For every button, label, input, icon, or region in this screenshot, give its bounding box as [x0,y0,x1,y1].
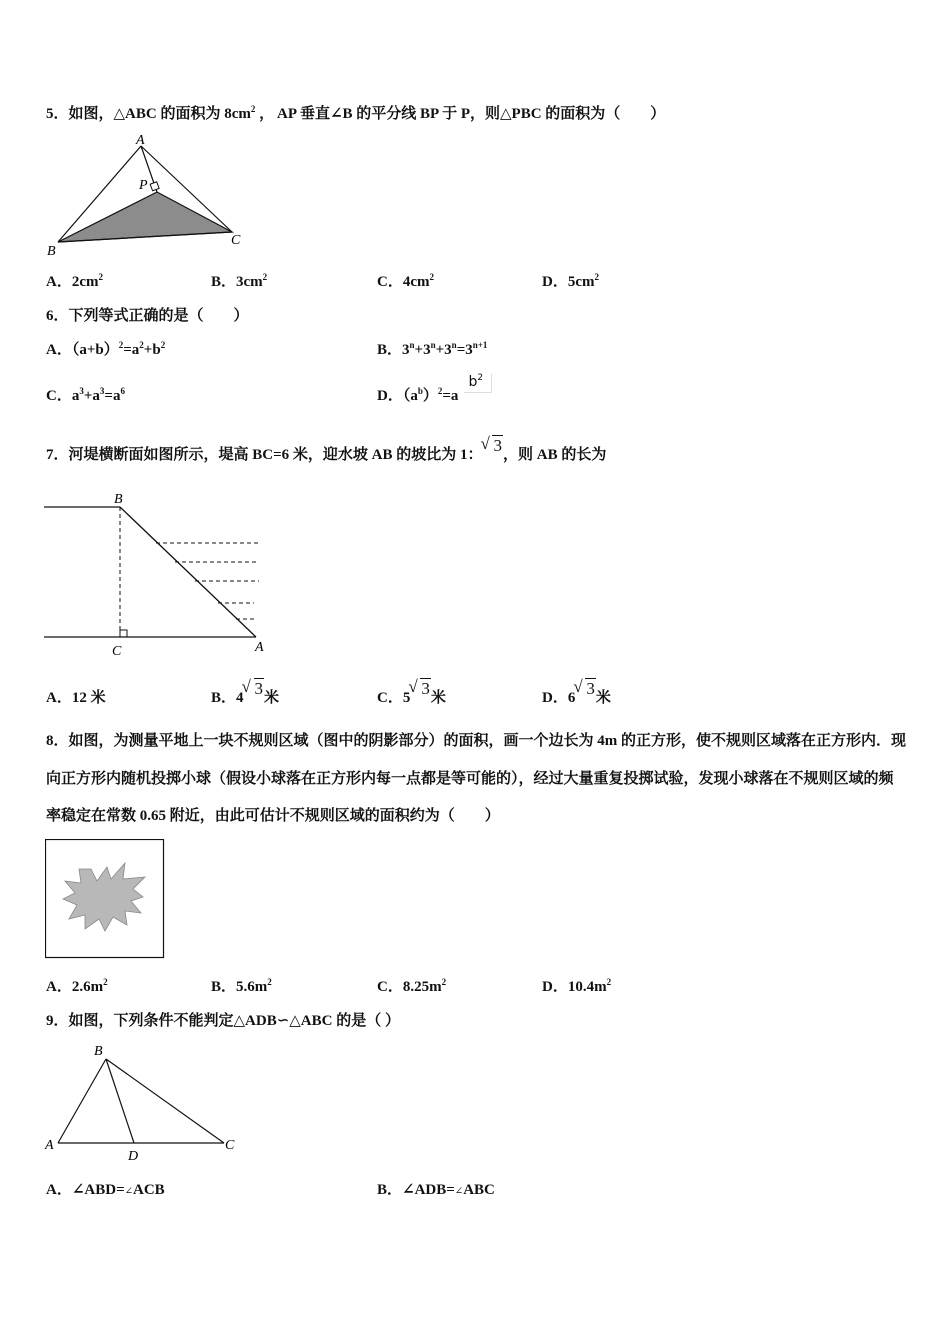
q7-option-d[interactable]: D．6√ 3米 [542,686,611,707]
q5-label-b: B [47,244,56,259]
q5-label-c: C [231,233,241,248]
q8-option-d[interactable]: D．$10.4m^2$ [542,977,612,995]
q8-option-b[interactable]: B．$5.6m^2$ [211,977,272,995]
q7-embankment-figure [44,488,269,658]
q9-label-b: B [94,1044,103,1059]
q7-label-b: B [114,492,123,507]
q6-option-d-exponent: $b^2$ [464,374,492,393]
q9-label-a: A [45,1138,54,1153]
q8-option-c[interactable]: C．$8.25m^2$ [377,977,447,995]
q8-stem: 8．如图，为测量平地上一块不规则区域（图中的阴影部分）的面积，画一个边长为 4m 的正方形，使不规则区域落在正方形内．现向正方形内随机投掷小球（假设小球落在正方形内每一点都是等可能的），经过大量重复投掷试验，发现小球落在不规则区域的频率稳定在常数 0.65 附近，由此可估计不规则区域的面积约为（ ） [46,733,907,824]
q5-shaded-triangle-pbc [58,192,232,242]
q5-label-a: A [136,133,145,148]
q9-triangle-figure [44,1040,244,1165]
q7-option-a[interactable]: A．12 米 [46,690,106,706]
q9-label-d: D [128,1149,139,1164]
q6-stem: 6．下列等式正确的是（ ） [46,308,249,324]
q8-square-figure [45,839,165,959]
q7-slope-ab [120,507,256,637]
q6-option-d[interactable]: D．$(a^b)^2=ab^2$ [377,384,486,407]
q7-stem: 7．河堤横断面如图所示，堤高 BC=6 米，迎水坡 AB 的坡比为 1：√ 3，则 AB 的长为 [46,443,606,464]
q5-option-a[interactable]: A．$2cm^2$ [46,272,103,290]
q6-option-b[interactable]: B．$3^n+3^n+3^n=3^{n+1}$ [377,340,488,358]
q9-segment-bd [106,1059,134,1143]
q6-option-c[interactable]: C．$a^3+a^3=a^6$ [46,386,125,404]
q5-triangle-figure [44,130,254,260]
q5-option-c[interactable]: C．$4cm^2$ [377,272,434,290]
q5-right-angle-mark [150,182,159,191]
q6-option-a[interactable]: A．$(a+b)^2=a^2+b^2$ [46,340,166,358]
q8-option-a[interactable]: A．$2.6m^2$ [46,977,108,995]
q7-label-a: A [255,640,264,655]
q5-option-d[interactable]: D．$5cm^2$ [542,272,599,290]
q9-stem: 9．如图，下列条件不能判定△ADB∽△ABC 的是（ ） [46,1013,400,1029]
q9-option-b[interactable]: B．∠ADB=∠ABC [377,1182,495,1198]
q5-option-b[interactable]: B．$3cm^2$ [211,272,268,290]
q5-label-p: P [139,178,148,193]
q7-label-c: C [112,644,122,658]
q7-option-b[interactable]: B．4√ 3米 [211,686,279,707]
q9-label-c: C [225,1138,235,1153]
q7-option-c[interactable]: C．5√ 3米 [377,686,446,707]
q7-sqrt3: √ 3 [482,436,503,456]
q5-stem: 5．如图，△ABC 的面积为 $8cm^2$ ， AP 垂直∠B 的平分线 BP 于 P，则△PBC 的面积为（ ） [46,104,666,122]
q9-option-a[interactable]: A．∠ABD=∠ACB [46,1182,165,1198]
